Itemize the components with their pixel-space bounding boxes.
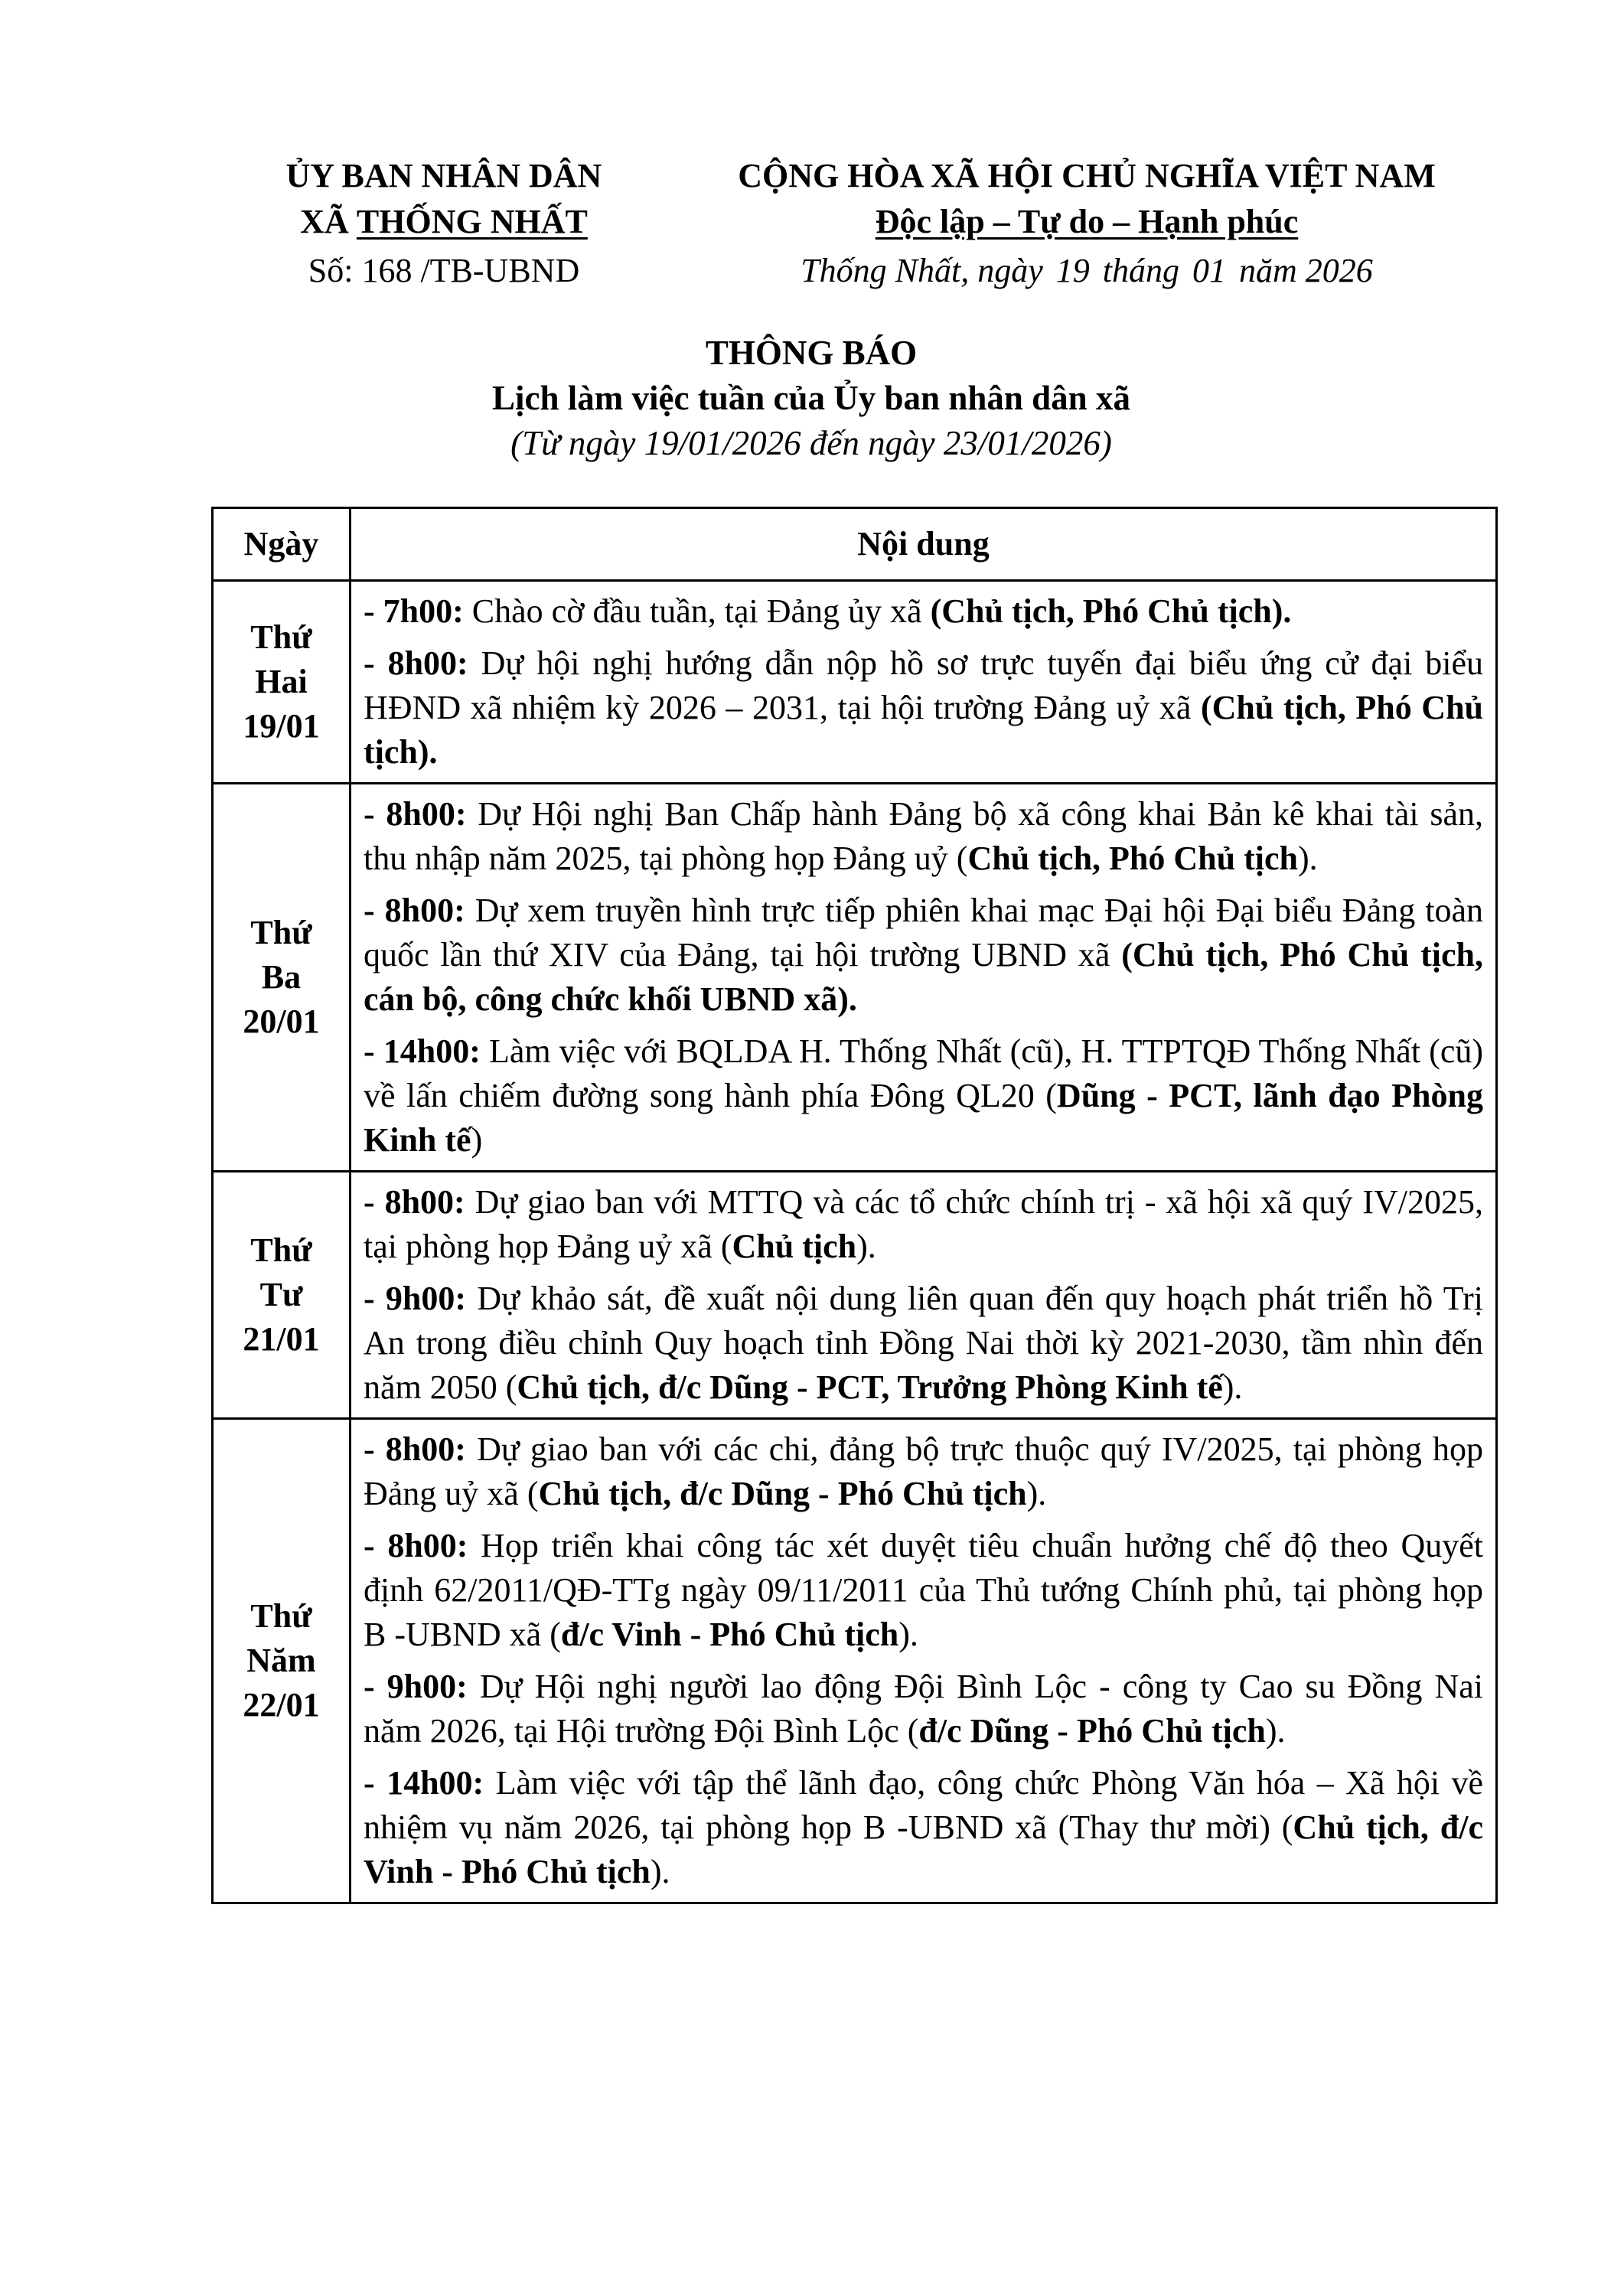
entry-text: Chào cờ đầu tuần, tại Đảng ủy xã (463, 592, 931, 630)
entry-participants: Dũng - PCT, lãnh đạo Phòng Kinh tế (364, 1077, 1483, 1159)
schedule-entry (364, 1665, 1483, 1753)
schedule-entry (364, 889, 1483, 1022)
schedule-entry (364, 1427, 1483, 1516)
column-header-content: Nội dung (351, 508, 1497, 581)
date-line (658, 248, 1515, 294)
entry-text: Làm việc với tập thể lãnh đạo, công chức Phòng Văn hóa – Xã hội về nhiệm vụ năm 2026, tại phòng họp B -UBND xã (Thay thư mời) ( (364, 1764, 1484, 1846)
title-block (199, 331, 1423, 466)
national-motto: Độc lập – Tự do – Hạnh phúc (875, 203, 1299, 240)
entry-time: - 7h00: (364, 592, 464, 630)
day-date: 20/01 (243, 1003, 320, 1040)
date-month-label: tháng (1102, 252, 1180, 289)
table-row (213, 581, 1497, 784)
commune-prefix: XÃ (300, 203, 357, 240)
entry-after: ). (1222, 1368, 1243, 1406)
document-subtitle: Lịch làm việc tuần của Ủy ban nhân dân xã (492, 379, 1130, 417)
schedule-entry (364, 792, 1483, 881)
document-number: Số: 168 /TB-UBND (308, 252, 580, 289)
entry-participants: Chủ tịch, Phó Chủ tịch (967, 840, 1298, 877)
weekday-label: Thứ (250, 1231, 312, 1269)
entry-time: - 8h00: (364, 1183, 465, 1221)
weekday-name: Năm (246, 1642, 316, 1679)
entry-participants: Chủ tịch, đ/c Dũng - PCT, Trưởng Phòng Kinh tế (517, 1368, 1223, 1406)
weekday-label: Thứ (250, 914, 312, 951)
entry-participants: Chủ tịch, đ/c Dũng - Phó Chủ tịch (538, 1475, 1027, 1512)
entry-text: Dự hội nghị hướng dẫn nộp hồ sơ trực tuyến đại biểu ứng cử đại biểu HĐND xã nhiệm kỳ 2026 – 2031, tại hội trường Đảng uỷ xã (364, 644, 1484, 726)
entry-after: ). (1026, 1475, 1047, 1512)
commune-name: THỐNG NHẤT (356, 203, 588, 240)
entry-time: - 14h00: (364, 1032, 481, 1070)
entry-time: - 8h00: (364, 892, 465, 929)
weekday-name: Ba (261, 958, 302, 996)
nation-name: CỘNG HÒA XÃ HỘI CHỦ NGHĨA VIỆT NAM (738, 157, 1436, 194)
day-cell (213, 1172, 351, 1419)
entry-time: - 8h00: (364, 795, 467, 833)
document-period: (Từ ngày 19/01/2026 đến ngày 23/01/2026) (510, 424, 1112, 462)
motto-line (658, 199, 1515, 245)
entry-after: ). (856, 1228, 876, 1265)
date-year: năm 2026 (1239, 252, 1373, 289)
entry-text: Làm việc với BQLDA H. Thống Nhất (cũ), H. TTPTQĐ Thống Nhất (cũ) về lấn chiếm đường song hành phía Đông QL20 ( (364, 1032, 1483, 1114)
entry-text: Dự Hội nghị người lao động Đội Bình Lộc - công ty Cao su Đồng Nai năm 2026, tại Hội trường Đội Bình Lộc ( (364, 1668, 1483, 1750)
day-cell (213, 1419, 351, 1903)
schedule-entry (364, 1524, 1483, 1657)
document-title: THÔNG BÁO (705, 334, 918, 372)
entry-after: ). (898, 1616, 918, 1653)
entry-participants: (Chủ tịch, Phó Chủ tịch). (930, 592, 1292, 630)
column-header-day: Ngày (213, 508, 351, 581)
table-header-row (213, 508, 1497, 581)
weekday-name: Tư (259, 1276, 303, 1313)
entry-text: Dự Hội nghị Ban Chấp hành Đảng bộ xã công khai Bản kê khai tài sản, thu nhập năm 2025, tại phòng họp Đảng uỷ ( (364, 795, 1483, 877)
table-row (213, 1419, 1497, 1903)
day-date: 22/01 (243, 1686, 320, 1724)
schedule-entry (364, 641, 1483, 775)
national-header (658, 153, 1515, 294)
entry-time: - 8h00: (364, 644, 468, 682)
entry-participants: đ/c Dũng - Phó Chủ tịch (918, 1712, 1266, 1750)
schedule-entry (364, 1180, 1483, 1269)
entry-text: Dự xem truyền hình trực tiếp phiên khai mạc Đại hội Đại biểu Đảng toàn quốc lần thứ XIV của Đảng, tại hội trường UBND xã (364, 892, 1483, 974)
entry-after: ) (471, 1121, 483, 1159)
agency-name: ỦY BAN NHÂN DÂN (285, 157, 602, 194)
weekday-name: Hai (255, 663, 308, 700)
table-row (213, 1172, 1497, 1419)
entry-after: ). (650, 1853, 670, 1890)
entry-time: - 8h00: (364, 1527, 468, 1564)
entry-text: Họp triển khai công tác xét duyệt tiêu chuẩn hưởng chế độ theo Quyết định 62/2011/QĐ-TTg ngày 09/11/2011 của Thủ tướng Chính phủ, tại phòng họp B -UBND xã ( (364, 1527, 1483, 1653)
entry-participants: Chủ tịch, đ/c Vinh - Phó Chủ tịch (364, 1808, 1483, 1890)
day-cell (213, 581, 351, 784)
schedule-table (211, 507, 1498, 1904)
schedule-entry (364, 1277, 1483, 1410)
entry-participants: (Chủ tịch, Phó Chủ tịch, cán bộ, công chức khối UBND xã). (364, 936, 1483, 1018)
content-cell (351, 581, 1497, 784)
day-date: 21/01 (243, 1320, 320, 1358)
entry-time: - 8h00: (364, 1430, 466, 1468)
schedule-entry (364, 1029, 1483, 1163)
day-date: 19/01 (243, 707, 320, 745)
entry-time: - 9h00: (364, 1280, 467, 1317)
entry-text: Dự giao ban với các chi, đảng bộ trực thuộc quý IV/2025, tại phòng họp Đảng uỷ xã ( (364, 1430, 1483, 1512)
entry-participants: (Chủ tịch, Phó Chủ tịch). (364, 689, 1484, 771)
content-cell (351, 784, 1497, 1172)
date-place: Thống Nhất, ngày (801, 252, 1043, 289)
date-month: 01 (1192, 252, 1227, 289)
entry-time: - 9h00: (364, 1668, 468, 1705)
entry-after: ). (1298, 840, 1318, 877)
entry-participants: đ/c Vinh - Phó Chủ tịch (560, 1616, 899, 1653)
day-cell (213, 784, 351, 1172)
agency-header (230, 153, 658, 294)
commune-name-line (230, 199, 658, 245)
content-cell (351, 1172, 1497, 1419)
entry-after: ). (1265, 1712, 1286, 1750)
table-row (213, 784, 1497, 1172)
schedule-entry (364, 1761, 1483, 1894)
weekday-label: Thứ (250, 1597, 312, 1635)
content-cell (351, 1419, 1497, 1903)
weekday-label: Thứ (250, 618, 312, 656)
entry-text: Dự khảo sát, đề xuất nội dung liên quan đến quy hoạch phát triển hồ Trị An trong điều chỉnh Quy hoạch tỉnh Đồng Nai thời kỳ 2021-2030, tầm nhìn đến năm 2050 ( (364, 1280, 1483, 1406)
entry-text: Dự giao ban với MTTQ và các tổ chức chính trị - xã hội xã quý IV/2025, tại phòng họp Đảng uỷ xã ( (364, 1183, 1483, 1265)
entry-participants: Chủ tịch (732, 1228, 857, 1265)
entry-time: - 14h00: (364, 1764, 484, 1802)
date-day: 19 (1055, 252, 1090, 289)
schedule-entry (364, 589, 1483, 634)
